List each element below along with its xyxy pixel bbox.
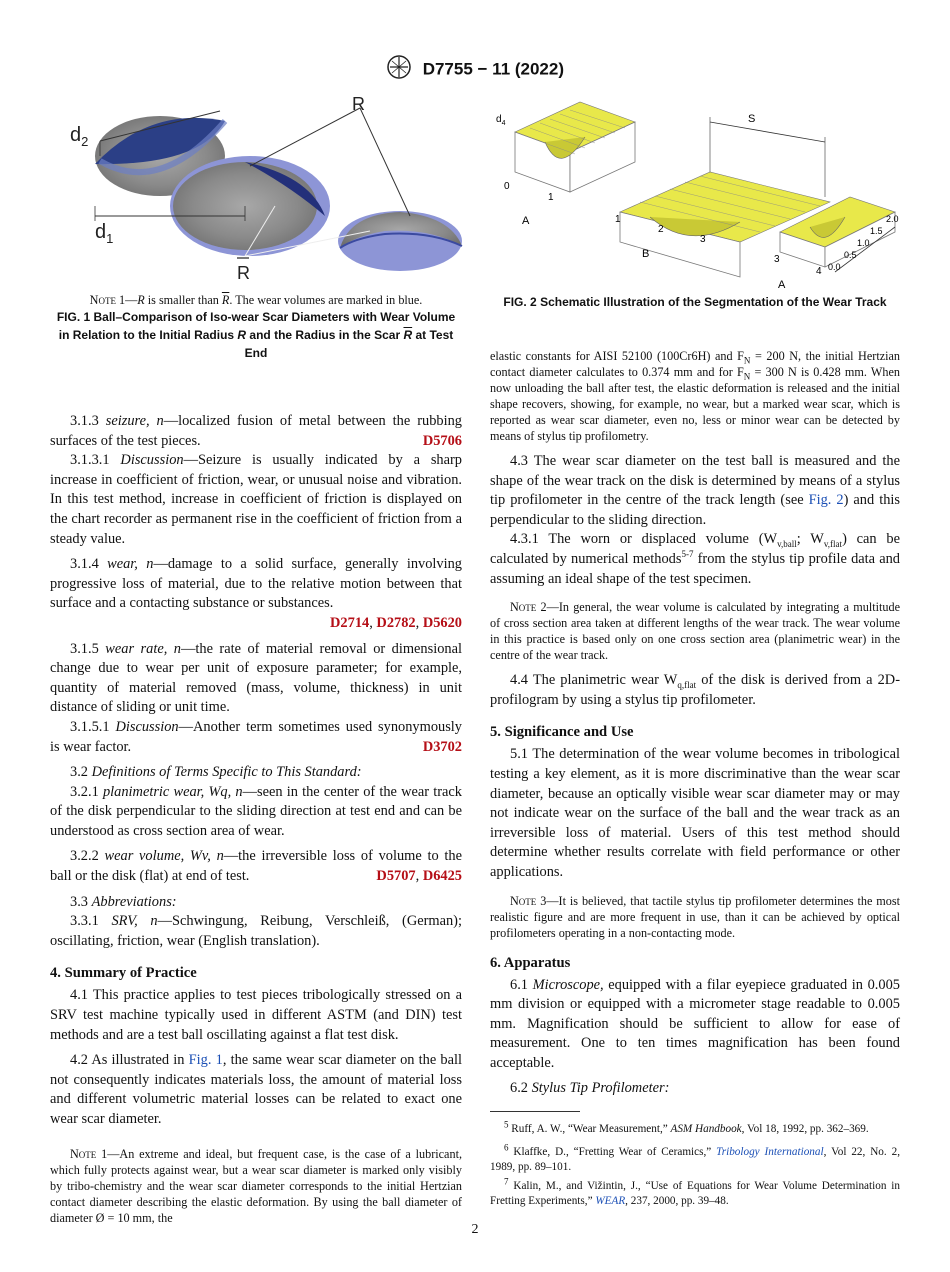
para-4-1: 4.1 This practice applies to test pieces tribologically stressed on a SRV test machine typically used in different ASTM (and DIN) test methods and are a test ball oscillating against a flat test disk.	[50, 987, 462, 1043]
label-d4: $d_4$	[496, 114, 506, 127]
designation: D7755 − 11 (2022)	[422, 59, 565, 79]
para-3-2: 3.2 Definitions of Terms Specific to This Standard:	[70, 764, 362, 781]
footnote-divider	[490, 1111, 580, 1112]
figure-2-illustration	[490, 92, 910, 292]
para-3-2-1: 3.2.1 planimetric wear, Wq, n—seen in the center of the wear track of the disk perpendicular to the sliding direction at test end and can be understood as cross section area of wear.	[50, 783, 462, 839]
note-1-continued: elastic constants for AISI 52100 (100Cr6H) and $F_N = 200$ N, the initial Hertzian contact diameter calculates to 0.374 mm and for $F_N = 300$ N is 0.428 mm. When now unloading the ball after test, the elastic deformation is released and the initial shape recovers, showing, for example, no wear, but a marked wear scar, which is reported as wear scar diameter, even no, less or minor wear can be detected by means of stylus tip profilometry.	[490, 349, 901, 443]
tick-10: 1.0	[857, 238, 870, 248]
para-3-1-3: 3.1.3 seizure, n—localized fusion of metal between the rubbing surfaces of the test pieces. D5706	[50, 412, 462, 451]
figure-2	[490, 92, 910, 292]
para-3-3-1: 3.3.1 SRV, n—Schwingung, Reibung, Verschleiß, (German); oscillating, friction, wear (English translation).	[50, 913, 462, 949]
label-one: 1	[548, 192, 554, 203]
page-number: 2	[471, 1222, 479, 1237]
astm-logo-icon	[386, 55, 412, 84]
footnote-6: $^6$ Klaffke, D., “Fretting Wear of Ceramics,” Tribology International, Vol 22, No. 2, 1989, pp. 89–101.	[490, 1142, 900, 1174]
figure-1	[50, 96, 470, 291]
label-s: S	[748, 113, 756, 125]
tick-05: 0.5	[844, 250, 857, 260]
para-4-3-1: 4.3.1 The worn or displaced volume ($W_{v,ball}$; $W_{v,flat}$) can be calculated by numerical methods$^{5-7}$ from the stylus tip profile data and assuming an ideal shape of the test specimen.	[490, 531, 900, 587]
label-b: B	[642, 248, 650, 260]
section-5-heading: 5. Significance and Use	[490, 724, 634, 741]
ref-d2714[interactable]: D2714	[330, 614, 370, 631]
page-header	[0, 55, 950, 84]
tick-15: 1.5	[870, 226, 883, 236]
para-3-3: 3.3 Abbreviations:	[70, 893, 177, 910]
figure-1-note: Note 1—R is smaller than $\overline{R}$. The wear volumes are marked in blue.	[89, 293, 423, 307]
label-b2: 2	[658, 224, 664, 235]
label-d1: $d_1$	[95, 221, 114, 246]
note-2: Note 2—In general, the wear volume is calculated by integrating a multitude of cross section area taken at different lengths of the wear track. The wear volume in this practice is based only on one cross section area (planimetric wear) in the centre of the wear track.	[490, 600, 900, 663]
note-3: Note 3—It is believed, that tactile stylus tip profilometer determines the most realistic figure and are more frequent in use, than it can be achieved by optical profilometers operating in a non-contacting mode.	[490, 893, 900, 940]
label-a-right: A	[778, 279, 786, 291]
figure-1-illustration	[50, 96, 470, 291]
para-5-1: 5.1 The determination of the wear volume becomes in tribological testing a key element, as it is more discriminative than the wear scar diameter, because an optically visible wear scar diameter may or may not indicate wear on the surface of the ball and the wear track as an irreversible loss of material. Users of this test method should determine whether results correlate with field performance or other applications.	[490, 746, 900, 880]
ref-d3702[interactable]: D3702	[422, 738, 462, 755]
label-b1: 1	[615, 214, 621, 225]
label-d2: $d_2$	[70, 124, 89, 149]
note-1: Note 1—An extreme and ideal, but frequent case, is the case of a lubricant, which fully protects against wear, but a wear scar diameter is marked only visibly by tribo-chemistry and the wear scar diameter corresponds to the initial Hertzian contact diameter describing the elastic deformation. By using the ball diameter of diameter Ø = 10 mm, the	[50, 1146, 462, 1225]
para-3-1-4-refs: D2714, D2782, D5620	[330, 614, 462, 631]
para-3-1-5: 3.1.5 wear rate, n—the rate of material removal or dimensional change due to wear per unit of exposure parameter; for example, quantity of material removed (mass, volume, thickness) in unit distance of sliding or unit time.	[50, 640, 462, 716]
para-6-1: 6.1 Microscope, equipped with a filar eyepiece graduated in 0.005 mm division or equipped with a micrometer stage readable to 0.005 mm. Magnification should be sufficient to allow for ease of measurement. One to ten times magnification has been found acceptable.	[490, 976, 900, 1071]
label-zero: 0	[504, 181, 510, 192]
link-wear[interactable]: WEAR	[595, 1195, 626, 1208]
footnote-7: $^7$ Kalin, M., and Vižintin, J., “Use of Equations for Wear Volume Determination in Fretting Experiments,” WEAR, 237, 2000, pp. 39–48.	[490, 1176, 900, 1208]
figure-2-caption-block	[490, 293, 900, 311]
footnote-5: $^5$ Ruff, A. W., “Wear Measurement,” ASM Handbook, Vol 18, 1992, pp. 362–369.	[504, 1119, 869, 1136]
ref-d6425[interactable]: D6425	[422, 868, 462, 885]
figure-1-caption: FIG. 1 Ball–Comparison of Iso-wear Scar Diameters with Wear Volume in Relation to the Initial Radius R and the Radius in the Scar $\overline{R}$ at Test End	[56, 310, 456, 360]
label-b3: 3	[700, 234, 706, 245]
tick-20: 2.0	[886, 214, 899, 224]
para-3-1-3-1: 3.1.3.1 Discussion—Seizure is usually indicated by a sharp increase in coefficient of friction, wear, or unusual noise and vibration. In this test method, increase in coefficient of friction is displayed on the chart recorder as permanent rise in the coefficient of friction from a steady value.	[50, 452, 462, 547]
para-3-2-2: 3.2.2 wear volume, Wv, n—the irreversible loss of volume to the ball or the disk (flat) at end of test. D5707, D6425	[50, 848, 463, 885]
label-a-left: A	[522, 215, 530, 227]
right-column	[490, 348, 900, 1209]
para-4-2: 4.2 As illustrated in Fig. 1, the same wear scar diameter on the ball not consequently indicates materials loss, the amount of material loss and different volumetric material losses can be related to exact one wear scar diameter.	[50, 1052, 462, 1127]
left-column	[50, 412, 462, 1226]
label-c3: 3	[774, 254, 780, 265]
label-r-bar: R	[237, 263, 250, 283]
para-4-3: 4.3 The wear scar diameter on the test ball is measured and the shape of the wear track on the disk is determined by means of a stylus tip profilometer in the centre of the track length (see Fig. 2) and this perpendicular to the sliding direction.	[490, 453, 900, 528]
tick-00: 0.0	[828, 262, 841, 272]
ref-d5620[interactable]: D5620	[422, 614, 462, 631]
section-4-heading: 4. Summary of Practice	[50, 965, 197, 982]
para-3-1-4: 3.1.4 wear, n—damage to a solid surface, generally involving progressive loss of material, due to the relative motion between that surface and a contacting substance or substances.	[50, 556, 462, 612]
surface-block-a-left	[515, 102, 635, 192]
ref-d2782[interactable]: D2782	[376, 614, 416, 631]
ref-d5707[interactable]: D5707	[376, 868, 416, 885]
link-fig-1[interactable]: Fig. 1	[188, 1052, 223, 1069]
link-tribology-international[interactable]: Tribology International	[716, 1146, 824, 1159]
para-4-4: 4.4 The planimetric wear $W_{q,flat}$ of the disk is derived from a 2D-profilogram by using a stylus tip profilometer.	[490, 672, 900, 708]
link-fig-2[interactable]: Fig. 2	[808, 492, 844, 509]
para-6-2: 6.2 Stylus Tip Profilometer:	[510, 1080, 670, 1097]
figure-2-caption: FIG. 2 Schematic Illustration of the Segmentation of the Wear Track	[503, 295, 887, 309]
label-r: R	[352, 96, 365, 114]
figure-1-caption-block	[50, 292, 462, 362]
section-6-heading: 6. Apparatus	[490, 954, 571, 971]
label-c4: 4	[816, 266, 822, 277]
ref-d5706[interactable]: D5706	[422, 432, 462, 449]
para-3-1-5-1: 3.1.5.1 Discussion—Another term sometimes used synonymously is wear factor. D3702	[50, 718, 462, 757]
